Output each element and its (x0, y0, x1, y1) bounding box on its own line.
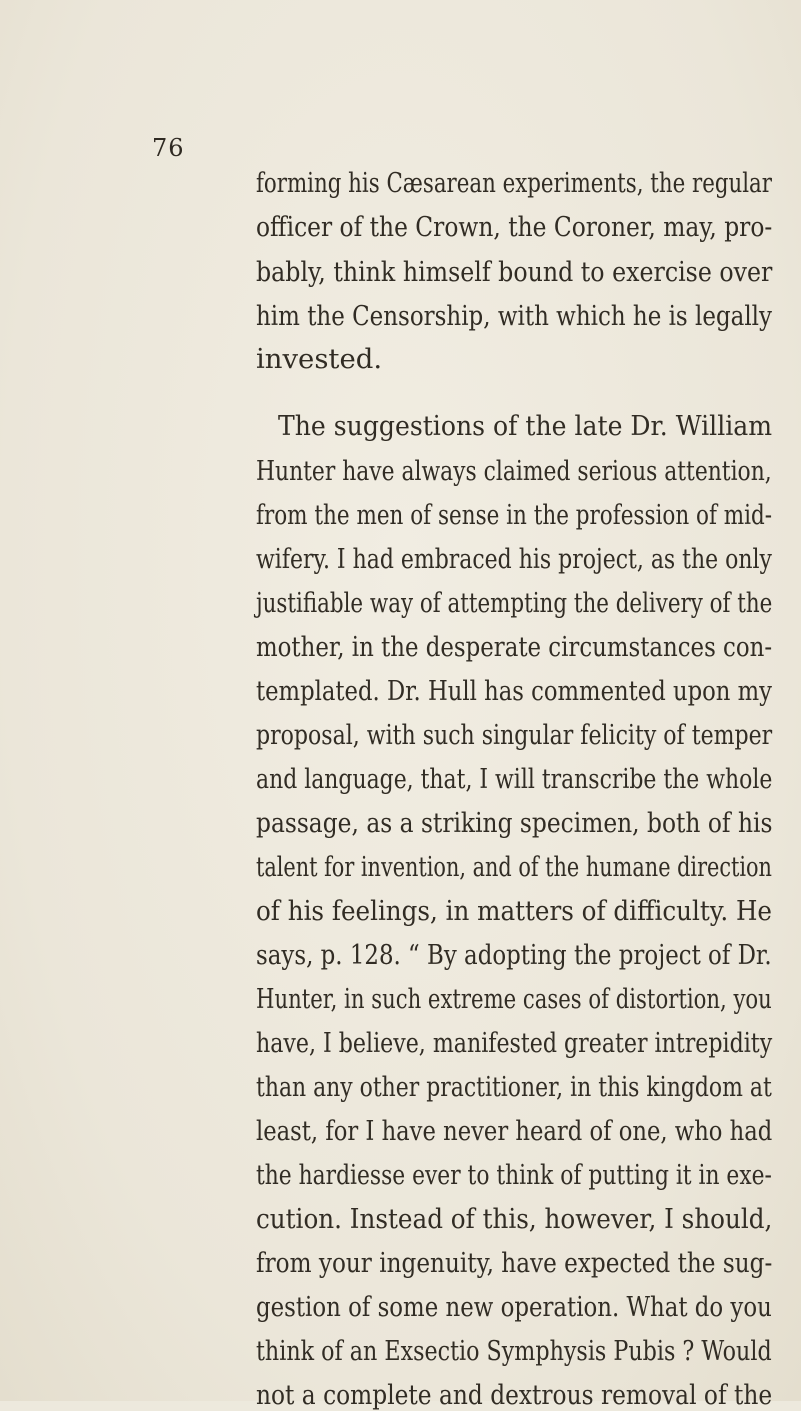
text-line: forming his Cæsarean experiments, the regular (256, 167, 772, 199)
text-line: officer of the Crown, the Coroner, may, pro- (256, 211, 773, 243)
text-line: not a complete and dextrous removal of the (256, 1379, 773, 1411)
text-line: bably, think himself bound to exercise over (256, 256, 773, 288)
text-line: mother, in the desperate circumstances con- (256, 631, 773, 663)
text-line: invested. (256, 343, 383, 375)
text-line: cution. Instead of this, however, I should, (256, 1203, 773, 1235)
text-line: than any other practitioner, in this kingdom at (256, 1071, 772, 1103)
text-line: him the Censorship, with which he is legally (256, 300, 773, 332)
text-line: of his feelings, in matters of difficulty. He (256, 895, 772, 927)
text-line: justifiable way of attempting the delivery of the (256, 587, 773, 619)
text-line: least, for I have never heard of one, who had (256, 1115, 773, 1147)
text-line: gestion of some new operation. What do you (256, 1291, 772, 1323)
text-line: The suggestions of the late Dr. William (278, 410, 773, 442)
text-line: says, p. 128. “ By adopting the project of Dr. (256, 939, 772, 971)
text-line: Hunter have always claimed serious attention, (256, 455, 772, 487)
text-line: proposal, with such singular felicity of temper (256, 719, 773, 751)
text-line: have, I believe, manifested greater intrepidity (256, 1027, 773, 1059)
text-line: and language, that, I will transcribe the whole (256, 763, 773, 795)
text-line: passage, as a striking specimen, both of his (256, 807, 773, 839)
text-line: think of an Exsectio Symphysis Pubis ? Would (256, 1335, 772, 1367)
page-number: 76 (152, 134, 185, 162)
text-line: from the men of sense in the profession of mid- (256, 499, 773, 531)
text-line: from your ingenuity, have expected the sug- (256, 1247, 773, 1279)
text-line: wifery. I had embraced his project, as the only (256, 543, 772, 575)
text-line: talent for invention, and of the humane direction (256, 851, 772, 883)
text-line: the hardiesse ever to think of putting it in exe- (256, 1159, 772, 1191)
text-line: Hunter, in such extreme cases of distortion, you (256, 983, 772, 1015)
text-line: templated. Dr. Hull has commented upon my (256, 675, 772, 707)
